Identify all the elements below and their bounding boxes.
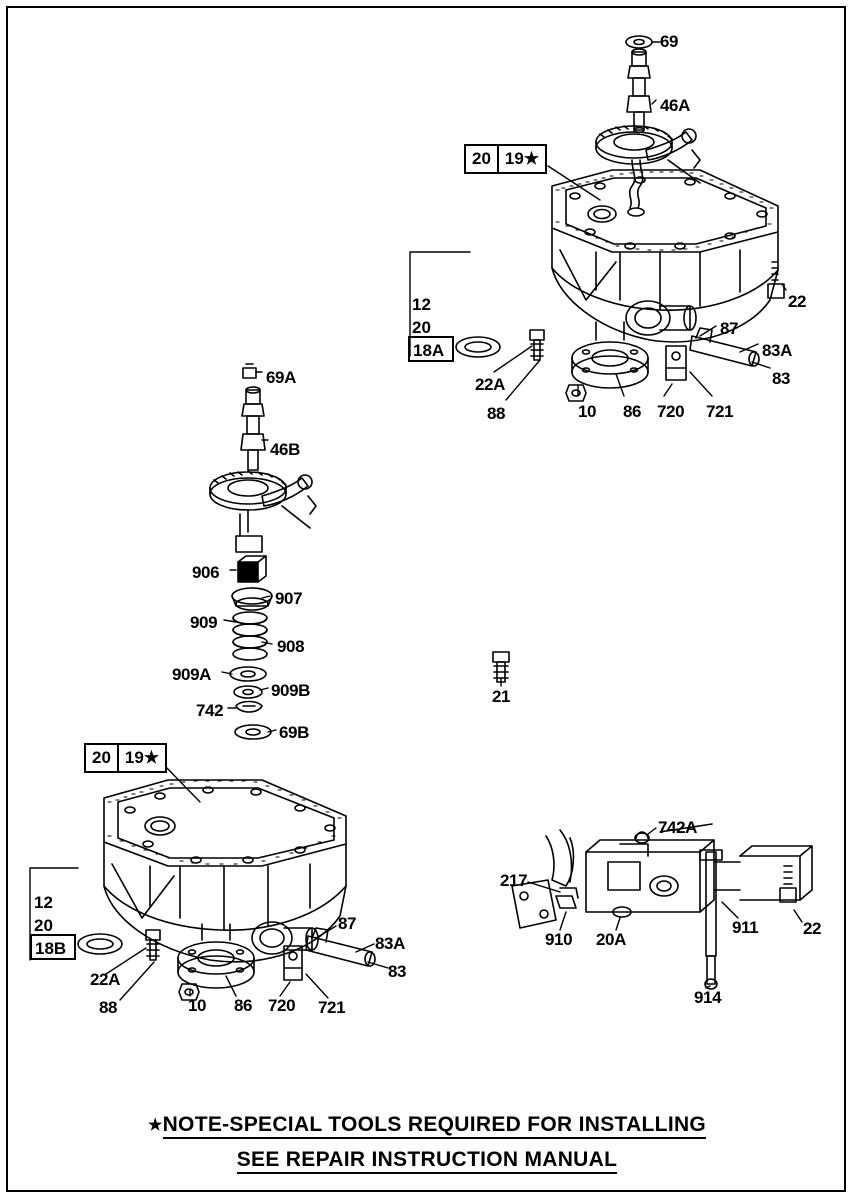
top-gasket-group-cell-0: 20	[472, 149, 491, 168]
note-line-1	[0, 1113, 854, 1137]
top-gasket-group-cell-1: 19★	[497, 146, 545, 172]
callout-906: 906	[192, 563, 220, 582]
note-line-2	[0, 1148, 854, 1172]
callout-910: 910	[545, 930, 573, 949]
note-star-icon: ★	[147, 1117, 163, 1134]
callout-46A: 46A	[660, 96, 690, 115]
callout-69: 69	[660, 32, 679, 51]
callout-22-right: 22	[803, 919, 822, 938]
bottom-gasket-group-cell-0: 20	[92, 748, 111, 767]
callout-742: 742	[196, 701, 224, 720]
callout-914: 914	[694, 988, 722, 1007]
callout-10-bottom: 10	[188, 996, 207, 1015]
callout-83-bottom: 83	[388, 962, 407, 981]
stack-label-20-top: 20	[412, 318, 431, 337]
callout-20A: 20A	[596, 930, 626, 949]
callout-88-top: 88	[487, 404, 506, 423]
stack-label-12-bottom: 12	[34, 893, 53, 912]
note-line-1-text: NOTE-SPECIAL TOOLS REQUIRED FOR INSTALLING	[163, 1113, 706, 1139]
callout-908: 908	[277, 637, 305, 656]
callout-909B: 909B	[271, 681, 311, 700]
callout-217: 217	[500, 871, 528, 890]
stack-label-18A: 18A	[413, 341, 445, 360]
callout-83A-top: 83A	[762, 341, 792, 360]
note-line-2-text: SEE REPAIR INSTRUCTION MANUAL	[237, 1148, 618, 1174]
callout-69A: 69A	[266, 368, 296, 387]
callout-22-top: 22	[788, 292, 807, 311]
callout-88-bottom: 88	[99, 998, 118, 1017]
callout-720-top: 720	[657, 402, 685, 421]
callout-86-bottom: 86	[234, 996, 253, 1015]
callout-721-top: 721	[706, 402, 734, 421]
callout-87-bottom: 87	[338, 914, 357, 933]
callout-22A-top: 22A	[475, 375, 505, 394]
callout-83-top: 83	[772, 369, 791, 388]
stack-label-20-bottom: 20	[34, 916, 53, 935]
callout-909: 909	[190, 613, 218, 632]
callout-22A-bottom: 22A	[90, 970, 120, 989]
stack-label-12-top: 12	[412, 295, 431, 314]
callout-907: 907	[275, 589, 303, 608]
callout-742A: 742A	[658, 818, 698, 837]
callout-69B: 69B	[279, 723, 309, 742]
callout-21: 21	[492, 687, 511, 706]
callout-10-top: 10	[578, 402, 597, 421]
callout-720-bottom: 720	[268, 996, 296, 1015]
callout-83A-bottom: 83A	[375, 934, 405, 953]
stack-label-18B: 18B	[35, 939, 67, 958]
callout-86-top: 86	[623, 402, 642, 421]
callout-911: 911	[732, 918, 759, 937]
bottom-gasket-group-cell-1: 19★	[117, 745, 165, 771]
callout-46B: 46B	[270, 440, 300, 459]
callout-721-bottom: 721	[318, 998, 346, 1017]
callout-87-top: 87	[720, 319, 739, 338]
callout-909A: 909A	[172, 665, 212, 684]
